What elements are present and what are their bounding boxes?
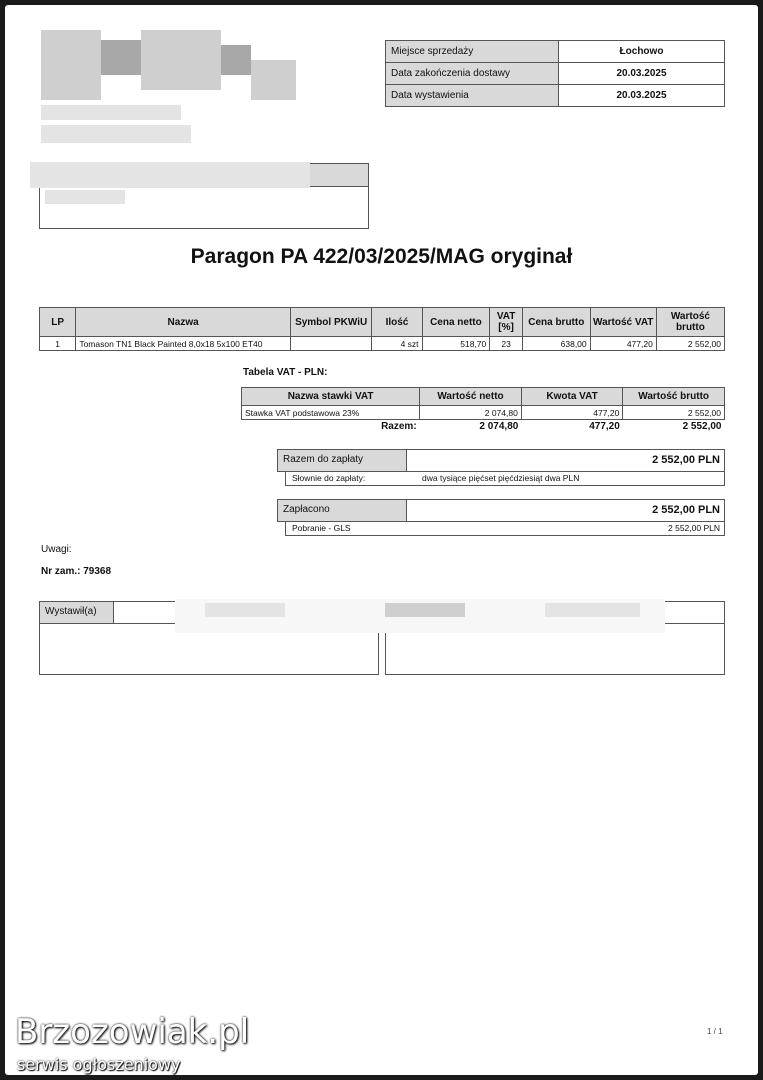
col-header: Kwota VAT [521, 388, 622, 406]
table-row: Stawka VAT podstawowa 23% 2 074,80 477,20 2 552,00 [242, 406, 725, 420]
items-header-row [40, 308, 725, 337]
order-number: Nr zam.: 79368 [41, 566, 112, 577]
col-header: Ilość [372, 308, 422, 337]
page-number: 1 / 1 [707, 1027, 723, 1036]
col-header: LP [40, 308, 76, 337]
watermark-tagline: serwis ogłoszeniowy [17, 1055, 181, 1074]
col-header: Wartość VAT [590, 308, 656, 337]
issuer-label: Wystawił(a) [40, 602, 114, 624]
table-row: 1 Tomason TN1 Black Painted 8,0x18 5x100 ET40 4 szt 518,70 23 638,00 477,20 2 552,00 [40, 337, 725, 351]
buyer-box [39, 163, 369, 229]
col-header: Nazwa stawki VAT [242, 388, 420, 406]
vat-total-row: Razem: 2 074,80 477,20 2 552,00 [381, 421, 722, 432]
receipt-page [5, 5, 758, 1075]
col-header: Wartość brutto [623, 388, 725, 406]
col-header: Cena netto [422, 308, 490, 337]
paid-label: Zapłacono [277, 499, 407, 522]
col-header: VAT [%] [490, 308, 523, 337]
vat-table-heading: Tabela VAT - PLN: [243, 367, 328, 378]
vat-table [241, 387, 725, 433]
paid-section [277, 499, 725, 536]
notes-label: Uwagi: [41, 544, 72, 555]
vat-header-row [242, 388, 725, 406]
sale-meta-table [385, 40, 725, 107]
payment-method-row: Pobranie - GLS 2 552,00 PLN [285, 522, 725, 536]
seller-info-blurred [41, 30, 301, 145]
col-header: Cena brutto [522, 308, 590, 337]
meta-row: Miejsce sprzedaży Łochowo [386, 41, 725, 63]
col-header: Wartość netto [420, 388, 522, 406]
signature-blurred [175, 599, 665, 635]
to-pay-label: Razem do zapłaty [277, 449, 407, 472]
col-header: Wartość brutto [656, 308, 724, 337]
amount-in-words-row: Słownie do zapłaty: dwa tysiące pięćset pięćdziesiąt dwa PLN [285, 472, 725, 486]
document-title: Paragon PA 422/03/2025/MAG oryginał [190, 245, 573, 268]
items-table [39, 307, 725, 351]
paid-amount: 2 552,00 PLN [407, 499, 725, 522]
meta-row: Data wystawienia 20.03.2025 [386, 85, 725, 107]
to-pay-section [277, 449, 725, 486]
col-header: Nazwa [76, 308, 291, 337]
watermark-brand: Brzozowiak.pl [15, 1012, 250, 1052]
to-pay-amount: 2 552,00 PLN [407, 449, 725, 472]
col-header: Symbol PKWiU [290, 308, 372, 337]
meta-row: Data zakończenia dostawy 20.03.2025 [386, 63, 725, 85]
